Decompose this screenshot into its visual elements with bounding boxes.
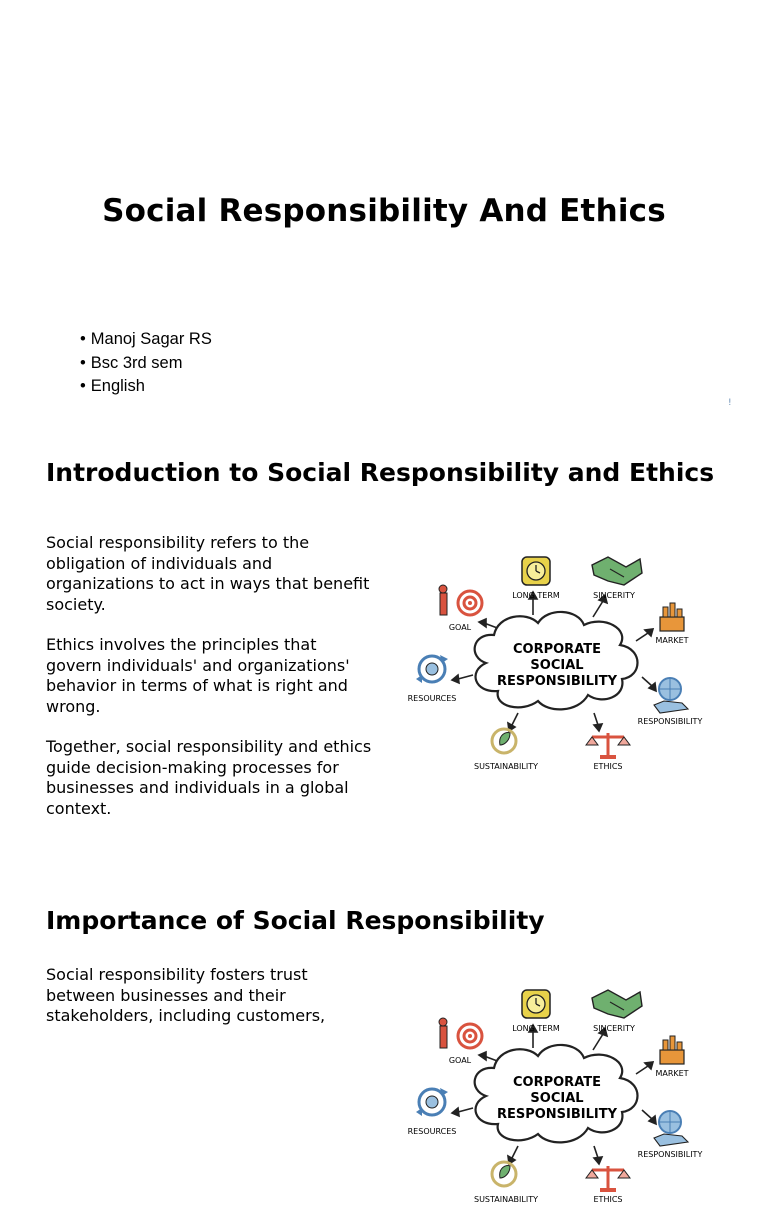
label-resources: RESOURCES [407,694,457,703]
label-market: MARKET [655,636,689,645]
recycle-globe-icon [416,1088,448,1116]
importance-heading: Importance of Social Responsibility [46,906,545,935]
label-sustainability: SUSTAINABILITY [473,762,539,771]
label-goal: GOAL [448,1056,472,1065]
bullet-semester: • Bsc 3rd sem [80,352,212,376]
label-market: MARKET [655,1069,689,1078]
scales-icon [586,1166,630,1192]
leaf-cycle-icon [492,1162,516,1186]
center-line-2: SOCIAL [530,1091,584,1106]
center-line-3: RESPONSIBILITY [496,1107,618,1122]
tiny-mark: ! [728,398,732,408]
label-sincerity: SINCERITY [593,1024,635,1033]
target-icon [439,585,482,615]
intro-body [46,533,376,839]
importance-paragraph: Social responsibility fosters trust between businesses and their stakeholders, including customers, [46,965,326,1025]
label-resources: RESOURCES [407,1127,457,1136]
label-ethics: ETHICS [593,762,623,771]
globe-in-hand-icon [654,1111,688,1146]
handshake-icon [592,990,642,1018]
label-responsibility: RESPONSIBILITY [637,717,703,726]
label-ethics: ETHICS [593,1195,623,1204]
label-sustainability: SUSTAINABILITY [473,1195,539,1204]
bullet-subject: • English [80,375,212,399]
center-line-3: RESPONSIBILITY [496,674,618,689]
label-responsibility: RESPONSIBILITY [637,1150,703,1159]
market-chart-icon [660,603,684,631]
handshake-icon [592,557,642,585]
importance-body [46,965,376,1027]
label-sincerity: SINCERITY [593,591,635,600]
label-goal: GOAL [448,623,472,632]
scales-icon [586,733,630,759]
center-line-1: CORPORATE [513,1075,601,1090]
intro-paragraph: Social responsibility refers to the obligation of individuals and organizations to act in ways that benefit society. [46,533,370,614]
globe-in-hand-icon [654,678,688,713]
target-icon [439,1018,482,1048]
csr-diagram-svg-2 [398,978,720,1218]
clock-icon [522,990,550,1018]
intro-heading: Introduction to Social Responsibility and Ethics [46,458,715,487]
market-chart-icon [660,1036,684,1064]
label-long-term: LONG TERM [512,1024,560,1033]
bullet-author-name: • Manoj Sagar RS [80,328,212,352]
leaf-cycle-icon [492,729,516,753]
csr-diagram-image [398,545,720,785]
csr-diagram-svg [398,545,720,785]
slide-title: Social Responsibility And Ethics [102,193,666,229]
recycle-globe-icon [416,655,448,683]
intro-paragraph: Ethics involves the principles that govern individuals' and organizations' behavior in terms of what is right and wrong. [46,635,350,716]
clock-icon [522,557,550,585]
author-details-list [80,328,212,399]
csr-diagram-image-2 [398,978,720,1218]
center-line-2: SOCIAL [530,658,584,673]
label-long-term: LONG TERM [512,591,560,600]
center-line-1: CORPORATE [513,642,601,657]
intro-paragraph: Together, social responsibility and ethics guide decision-making processes for businesses and individuals in a global context. [46,737,372,818]
